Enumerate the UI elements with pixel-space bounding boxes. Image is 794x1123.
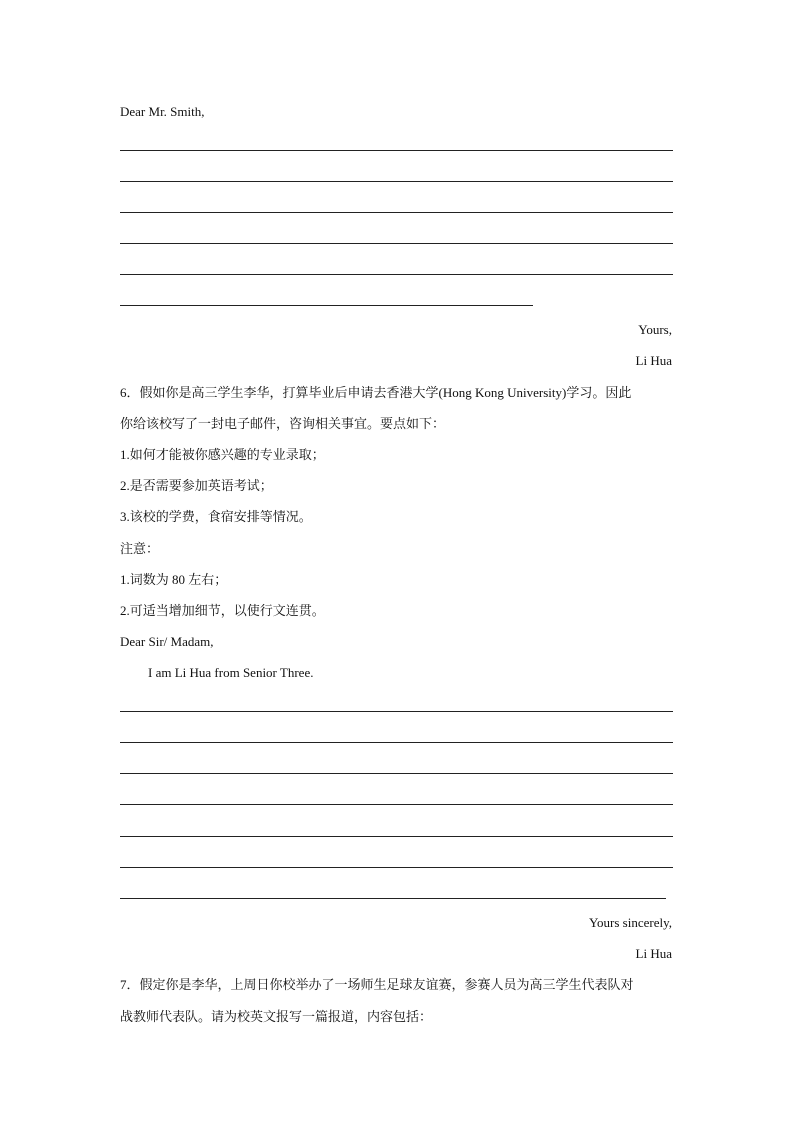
q6-point-2: 2.是否需要参加英语考试； [120,478,273,493]
q6-point-3: 3.该校的学费，食宿安排等情况。 [120,509,312,524]
q6-signature: Li Hua [635,946,672,961]
writing-line [120,898,666,899]
writing-line [120,742,673,743]
q6-prompt-line2: 你给该校写了一封电子邮件，咨询相关事宜。要点如下： [120,416,446,431]
writing-line-short [120,305,533,306]
q6-prompt-line1: 6．假如你是高三学生李华，打算毕业后申请去香港大学(Hong Kong University)学习。因此 [120,385,632,400]
closing-yours: Yours, [638,322,672,337]
q6-note-2: 2.可适当增加细节，以使行文连贯。 [120,603,325,618]
q6-closing: Yours sincerely, [588,915,672,930]
q6-point-1: 1.如何才能被你感兴趣的专业录取； [120,447,325,462]
writing-line [120,181,673,182]
writing-line [120,150,673,151]
writing-line [120,212,673,213]
q6-note-1: 1.词数为 80 左右； [120,572,228,587]
salutation-smith: Dear Mr. Smith, [120,104,205,119]
q6-opening-sentence: I am Li Hua from Senior Three. [148,665,314,680]
signature-li-hua: Li Hua [635,353,672,368]
writing-line [120,711,673,712]
writing-line [120,867,673,868]
q6-salutation: Dear Sir/ Madam, [120,634,214,649]
q6-notes-title: 注意： [120,541,160,556]
writing-line [120,836,673,837]
writing-line [120,274,673,275]
writing-line [120,243,673,244]
writing-line [120,804,673,805]
q7-prompt-line1: 7．假定你是李华，上周日你校举办了一场师生足球友谊赛，参赛人员为高三学生代表队对 [120,977,634,992]
q7-prompt-line2: 战教师代表队。请为校英文报写一篇报道，内容包括： [120,1009,433,1024]
writing-line [120,773,673,774]
